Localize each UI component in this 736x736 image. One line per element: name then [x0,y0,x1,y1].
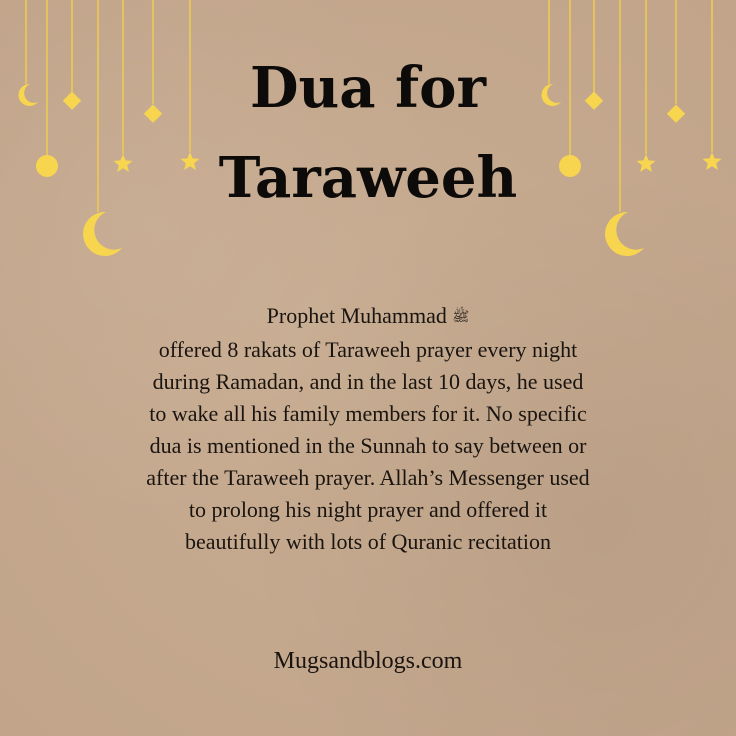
title-line-2: Taraweeh [218,145,518,211]
crescent-moon-icon [605,212,644,256]
body-line-8: beautifully with lots of Quranic recitation [185,528,551,554]
body-line-2: offered 8 rakats of Taraweeh prayer every night [158,336,578,362]
body-line-5: dua is mentioned in the Sunnah to say between or [149,432,587,458]
honorific-glyph: ﷺ [452,309,470,325]
body-line-1-text: Prophet Muhammad [266,303,447,328]
body-line-3: during Ramadan, and in the last 10 days, he used [152,368,584,394]
crescent-moon-icon [83,212,122,256]
website-link[interactable]: Mugsandblogs.com [273,648,463,674]
body-paragraph [80,300,656,558]
body-line-1 [80,300,656,334]
body-line-6: after the Taraweeh prayer. Allah’s Messenger used [146,464,590,490]
body-line-7: to prolong his night prayer and offered it [188,496,548,522]
body-line-4: to wake all his family members for it. No specific [149,400,587,426]
title-line-1: Dua for [249,55,486,121]
